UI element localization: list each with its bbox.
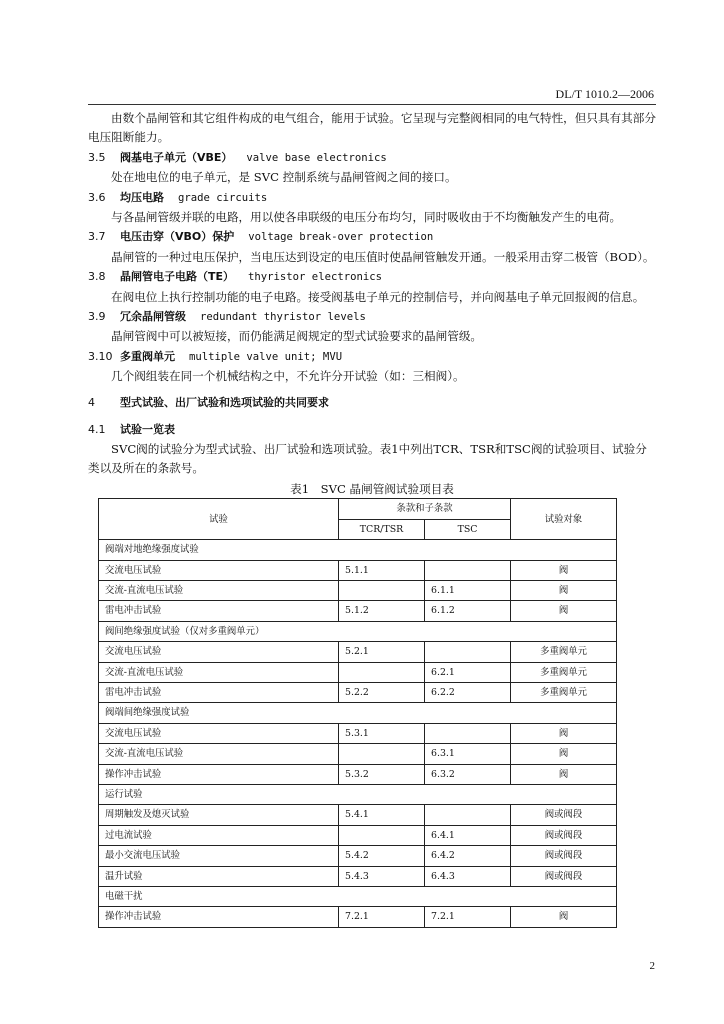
tcr-clause-cell: 5.2.1 [339,642,425,662]
tsc-clause-cell: 6.1.2 [425,601,511,621]
tcr-clause-cell: 5.4.2 [339,846,425,866]
table-row [99,642,617,662]
section-title: 试验一览表 [120,423,175,437]
table-body [99,540,617,928]
definition-text: 晶闸管阀中可以被短接，而仍能满足阀规定的型式试验要求的晶闸管级。 [111,329,483,344]
table-group-row [99,887,617,907]
test-name-cell: 交流电压试验 [99,642,339,662]
definition-number: 3.6 [88,190,106,204]
test-object-cell: 阀 [511,764,617,784]
tsc-clause-cell: 6.3.2 [425,764,511,784]
tcr-clause-cell: 5.4.1 [339,805,425,825]
test-object-cell: 多重阀单元 [511,662,617,682]
definition-term-english: valve base electronics [246,151,387,164]
test-object-cell: 阀或阀段 [511,805,617,825]
intro-paragraph: 由数个晶闸管和其它组件构成的电气组合，能用于试验。它呈现与完整阀相同的电气特性，但只具有其部分电压阻断能力。 [88,111,656,145]
tsc-clause-cell: 6.4.3 [425,866,511,886]
definition-term: 阀基电子单元（VBE） [120,150,233,164]
tsc-clause-cell: 7.2.1 [425,907,511,927]
table-row [99,744,617,764]
tcr-clause-cell [339,744,425,764]
table-header-row [99,499,617,519]
header-test: 试验 [99,499,339,540]
definition-term: 冗余晶闸管级 [120,310,186,324]
section-number: 4.1 [88,423,106,437]
test-object-cell: 多重阀单元 [511,682,617,702]
tsc-clause-cell: 6.1.1 [425,580,511,600]
test-name-cell: 雷电冲击试验 [99,682,339,702]
definition-heading [88,188,656,208]
test-object-cell: 阀 [511,560,617,580]
group-label: 阀间绝缘强度试验（仅对多重阀单元） [99,621,617,641]
tcr-clause-cell: 5.3.2 [339,764,425,784]
table-group-row [99,703,617,723]
table-row [99,825,617,845]
tsc-clause-cell: 6.2.1 [425,662,511,682]
header-object: 试验对象 [511,499,617,540]
group-label: 阀端间绝缘强度试验 [99,703,617,723]
test-object-cell: 阀 [511,723,617,743]
test-name-cell: 交流电压试验 [99,560,339,580]
tsc-clause-cell [425,642,511,662]
tcr-clause-cell: 5.2.2 [339,682,425,702]
tsc-clause-cell [425,805,511,825]
table-row [99,580,617,600]
test-items-table [98,498,617,928]
definition-term-english: grade circuits [178,191,268,204]
tcr-clause-cell: 5.1.1 [339,560,425,580]
test-name-cell: 交流-直流电压试验 [99,580,339,600]
test-name-cell: 雷电冲击试验 [99,601,339,621]
tcr-clause-cell: 5.4.3 [339,866,425,886]
definitions-list [88,148,656,387]
header-tcr-tsr: TCR/TSR [339,519,425,539]
definition-heading [88,267,656,287]
tcr-clause-cell: 5.3.1 [339,723,425,743]
definition-term: 晶闸管电子电路（TE） [120,270,235,284]
test-object-cell: 阀或阀段 [511,866,617,886]
definition-number: 3.9 [88,310,106,324]
test-name-cell: 过电流试验 [99,825,339,845]
test-object-cell: 阀 [511,907,617,927]
test-name-cell: 交流-直流电压试验 [99,662,339,682]
test-object-cell: 阀 [511,580,617,600]
test-object-cell: 阀或阀段 [511,846,617,866]
definition-heading [88,148,656,168]
table-row [99,662,617,682]
definition-heading [88,347,656,367]
table-row [99,723,617,743]
table-row [99,764,617,784]
table-group-row [99,621,617,641]
definition-number: 3.10 [88,349,113,363]
definition-text: 几个阀组装在同一个机械结构之中，不允许分开试验（如：三相阀）。 [111,369,465,384]
definition-number: 3.8 [88,270,106,284]
definition-term-english: thyristor electronics [248,271,382,284]
group-label: 运行试验 [99,785,617,805]
tsc-clause-cell: 6.4.1 [425,825,511,845]
section-4-1-heading [88,420,656,439]
tcr-clause-cell [339,662,425,682]
group-label: 阀端对地绝缘强度试验 [99,540,617,560]
test-name-cell: 操作冲击试验 [99,907,339,927]
definition-heading [88,227,656,247]
definition-number: 3.5 [88,150,106,164]
table-row [99,907,617,927]
test-object-cell: 阀或阀段 [511,825,617,845]
header-tsc: TSC [425,519,511,539]
test-name-cell: 最小交流电压试验 [99,846,339,866]
table-row [99,866,617,886]
tcr-clause-cell [339,825,425,845]
definition-term-english: multiple valve unit; MVU [189,350,343,363]
tsc-clause-cell: 6.3.1 [425,744,511,764]
definition-text: 在阀电位上执行控制功能的电子电路。接受阀基电子单元的控制信号，并向阀基电子单元回报阀的信息。 [111,289,645,304]
section-4-1-paragraph: SVC阀的试验分为型式试验、出厂试验和选项试验。表1中列出TCR、TSR和TSC阀的试验项目、试验分类以及所在的条款号。 [88,441,647,475]
tcr-clause-cell: 5.1.2 [339,601,425,621]
tsc-clause-cell: 6.4.2 [425,846,511,866]
table-group-row [99,785,617,805]
definition-term: 均压电路 [120,190,164,204]
test-object-cell: 多重阀单元 [511,642,617,662]
header-clauses: 条款和子条款 [339,499,511,519]
definition-term: 电压击穿（VBO）保护 [120,230,235,244]
test-name-cell: 交流-直流电压试验 [99,744,339,764]
table-row [99,682,617,702]
document-body [88,109,656,928]
definition-term: 多重阀单元 [120,349,175,363]
table-row [99,805,617,825]
section-title: 型式试验、出厂试验和选项试验的共同要求 [120,395,329,409]
section-4-heading [88,393,656,412]
tsc-clause-cell [425,723,511,743]
test-name-cell: 操作冲击试验 [99,764,339,784]
tsc-clause-cell [425,560,511,580]
definition-number: 3.7 [88,230,106,244]
table-group-row [99,540,617,560]
test-name-cell: 温升试验 [99,866,339,886]
tcr-clause-cell [339,580,425,600]
table-caption: 表1 SVC 晶闸管阀试验项目表 [290,482,454,497]
test-object-cell: 阀 [511,601,617,621]
table-row [99,601,617,621]
definition-heading [88,307,656,327]
definition-term-english: redundant thyristor levels [200,311,366,324]
header-rule [88,104,656,105]
table-row [99,846,617,866]
definition-term-english: voltage break-over protection [248,231,434,244]
test-name-cell: 周期触发及熄灭试验 [99,805,339,825]
group-label: 电磁干扰 [99,887,617,907]
table-row [99,560,617,580]
tcr-clause-cell: 7.2.1 [339,907,425,927]
test-object-cell: 阀 [511,744,617,764]
document-id: DL/T 1010.2—2006 [555,87,654,101]
page-number: 2 [649,960,655,972]
test-name-cell: 交流电压试验 [99,723,339,743]
definition-text: 与各晶闸管级并联的电路，用以使各串联级的电压分布均匀，同时吸收由于不均衡触发产生的电荷。 [111,210,622,225]
definition-text: 晶闸管的一种过电压保护，当电压达到设定的电压值时使晶闸管触发开通。一般采用击穿二极管（BOD）。 [111,249,655,264]
definition-text: 处在地电位的电子单元，是 SVC 控制系统与晶闸管阀之间的接口。 [111,170,457,185]
tsc-clause-cell: 6.2.2 [425,682,511,702]
section-number: 4 [88,395,95,409]
